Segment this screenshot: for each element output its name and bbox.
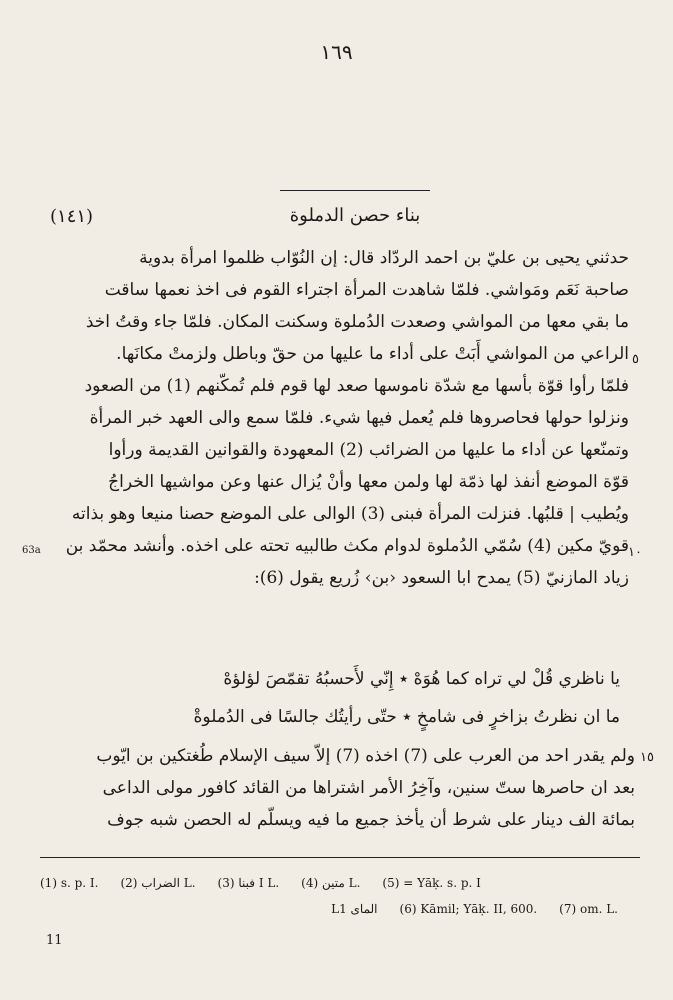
footnote: (6) Kāmil; Yāḳ. II, 600. [399, 902, 538, 916]
text-line: حدثني يحيى بن عليّ بن احمد الردّاد قال: إن النُوّاب ظلموا امرأة بدوية [139, 248, 629, 268]
text-line: وتمنّعها عن أداء ما عليها من الضرائب (2) المعهودة والقوانين القديمة ورأوا [108, 440, 629, 460]
footnote-row [40, 870, 640, 896]
poem [60, 660, 620, 736]
footnote: (2) الضراب L. [120, 876, 196, 890]
text-line: قويّ مكين (4) سُمّي الدُملوة لدوام مكث طالبيه تحته على اخذه. وأنشد محمّد بن [65, 536, 629, 556]
footnote: (7) om. L. [559, 902, 618, 916]
footnotes [40, 870, 640, 922]
signature-mark: 11 [46, 933, 63, 948]
footnote: (4) متين L. [301, 876, 361, 890]
text-line: الراعي من المواشي أَبَتْ على أداء ما عليها من حقّ وباطل ولزمتْ مكانَها. [116, 344, 629, 364]
footnote: (5) = Yāḳ. s. p. I [382, 876, 481, 890]
text-line: بعد ان حاصرها ستّ سنين، وآخِرُ الأمر اشتراها من القائد كافور مولى الداعى [102, 778, 635, 798]
folio-marker: 63a [22, 545, 41, 556]
text-line: فلمّا رأوا قوّة بأسها مع شدّة ناموسها صعد لها قوم فلم تُمكّنهم (1) من الصعود [84, 376, 629, 396]
text-line: بمائة الف دينار على شرط أن يأخذ جميع ما فيه ويسلّم له الحصن شبه جوف [107, 810, 635, 830]
text-line: ونزلوا حولها فحاصروها فلم يُعمل فيها شيء. فلمّا سمع والى العهد خبر المرأة [89, 408, 629, 428]
body-text [44, 242, 629, 594]
footnote: (1) s. p. I. [40, 876, 99, 890]
poem-verse: يا ناظري قُلْ لي تراه كما هُوَهْ ٭ إِنّي لأَحسبُهُ تقمّصَ لؤلؤهْ [223, 669, 620, 689]
page-number: ١٦٩ [320, 40, 353, 64]
line-marker-5: ٥ [632, 352, 639, 367]
line-marker-10: ١٠ [628, 545, 642, 560]
line-marker-15: ١٥ [640, 750, 654, 765]
body-text-2 [40, 740, 635, 836]
section-rule [280, 190, 430, 191]
footnote-rule [40, 857, 640, 858]
footnote: الماى L1 [331, 902, 378, 916]
text-line: قوّة الموضع أنفذ لها ذمّة لها ولمن معها وأنْ يُزال عنها وعن مواشيها الخراجُ [108, 472, 629, 492]
text-line: ولم يقدر احد من العرب على (7) اخذه (7) إلاّ سيف الإسلام طُغتكين بن ايّوب [96, 746, 635, 766]
section-title: بناء حصن الدملوة [289, 205, 421, 226]
text-line: ويُطيب | قلبُها. فنزلت المرأة فبنى (3) الوالى على الموضع حصنا منيعا وهو بذاته [71, 504, 629, 524]
text-line: صاحبة نَعَم ومَواشي. فلمّا شاهدت المرأة اجتراء القوم فى اخذ نعمها ساقت [104, 280, 629, 300]
footnote-row [40, 896, 640, 922]
poem-verse: ما ان نظرتُ بزاخرٍ فى شامخٍ ٭ حتّى رأيتُك جالسًا فى الدُملوةْ [193, 707, 620, 727]
text-line: زياد المازنيّ (5) يمدح ابا السعود ‹بن› زُريع يقول (6): [254, 568, 629, 588]
footnote: (3) فبنا I L. [217, 876, 280, 890]
text-line: ما بقي معها من المواشي وصعدت الدُملوة وسكنت المكان. فلمّا جاء وقتُ اخذ [85, 312, 629, 332]
section-number: (١٤١) [50, 206, 94, 227]
